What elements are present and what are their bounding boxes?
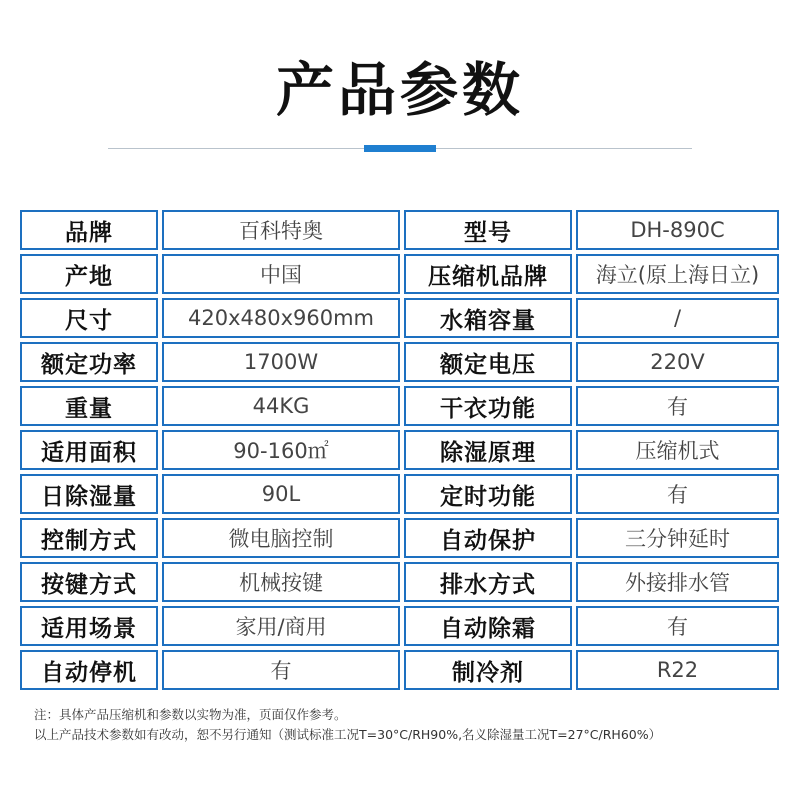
spec-value: R22 <box>576 650 779 690</box>
table-row <box>20 298 779 338</box>
page-title: 产品参数 <box>275 56 524 124</box>
table-row <box>20 342 779 382</box>
spec-key: 型号 <box>404 210 572 250</box>
spec-key: 按键方式 <box>20 562 158 602</box>
footnote: 注：具体产品压缩机和参数以实物为准，页面仅作参考。 <box>34 707 347 722</box>
spec-key: 控制方式 <box>20 518 158 558</box>
spec-value: 海立(原上海日立) <box>576 254 779 294</box>
spec-value: 三分钟延时 <box>576 518 779 558</box>
spec-value: 220V <box>576 342 779 382</box>
table-row <box>20 474 779 514</box>
spec-value: 外接排水管 <box>576 562 779 602</box>
spec-key: 干衣功能 <box>404 386 572 426</box>
spec-key: 压缩机品牌 <box>404 254 572 294</box>
table-row <box>20 606 779 646</box>
table-row <box>20 650 779 690</box>
spec-key: 排水方式 <box>404 562 572 602</box>
spec-value: 有 <box>576 474 779 514</box>
spec-value: / <box>576 298 779 338</box>
spec-value: 家用/商用 <box>162 606 400 646</box>
spec-key: 自动保护 <box>404 518 572 558</box>
spec-value: 中国 <box>162 254 400 294</box>
spec-value: 百科特奥 <box>162 210 400 250</box>
title-divider-accent <box>364 145 436 152</box>
spec-table <box>16 206 783 694</box>
spec-value: 90L <box>162 474 400 514</box>
spec-key: 重量 <box>20 386 158 426</box>
spec-value: 有 <box>576 606 779 646</box>
spec-value: 1700W <box>162 342 400 382</box>
spec-key: 适用场景 <box>20 606 158 646</box>
spec-key: 除湿原理 <box>404 430 572 470</box>
spec-key: 自动除霜 <box>404 606 572 646</box>
spec-key: 自动停机 <box>20 650 158 690</box>
table-row <box>20 210 779 250</box>
footnote: 以上产品技术参数如有改动，恕不另行通知（测试标准工况T=30°C/RH90%,名义除湿量工况T=27°C/RH60%） <box>34 727 662 742</box>
spec-value: 压缩机式 <box>576 430 779 470</box>
spec-value: 机械按键 <box>162 562 400 602</box>
table-row <box>20 386 779 426</box>
spec-key: 品牌 <box>20 210 158 250</box>
table-row <box>20 562 779 602</box>
spec-key: 日除湿量 <box>20 474 158 514</box>
spec-value: 90-160㎡ <box>162 430 400 470</box>
table-row <box>20 254 779 294</box>
spec-key: 额定功率 <box>20 342 158 382</box>
table-row <box>20 518 779 558</box>
table-row <box>20 430 779 470</box>
spec-value: 44KG <box>162 386 400 426</box>
spec-key: 产地 <box>20 254 158 294</box>
spec-key: 适用面积 <box>20 430 158 470</box>
spec-key: 定时功能 <box>404 474 572 514</box>
spec-key: 水箱容量 <box>404 298 572 338</box>
spec-value: 微电脑控制 <box>162 518 400 558</box>
spec-value: 420x480x960mm <box>162 298 400 338</box>
spec-key: 尺寸 <box>20 298 158 338</box>
spec-value: 有 <box>576 386 779 426</box>
spec-key: 额定电压 <box>404 342 572 382</box>
spec-value: 有 <box>162 650 400 690</box>
spec-key: 制冷剂 <box>404 650 572 690</box>
spec-value: DH-890C <box>576 210 779 250</box>
